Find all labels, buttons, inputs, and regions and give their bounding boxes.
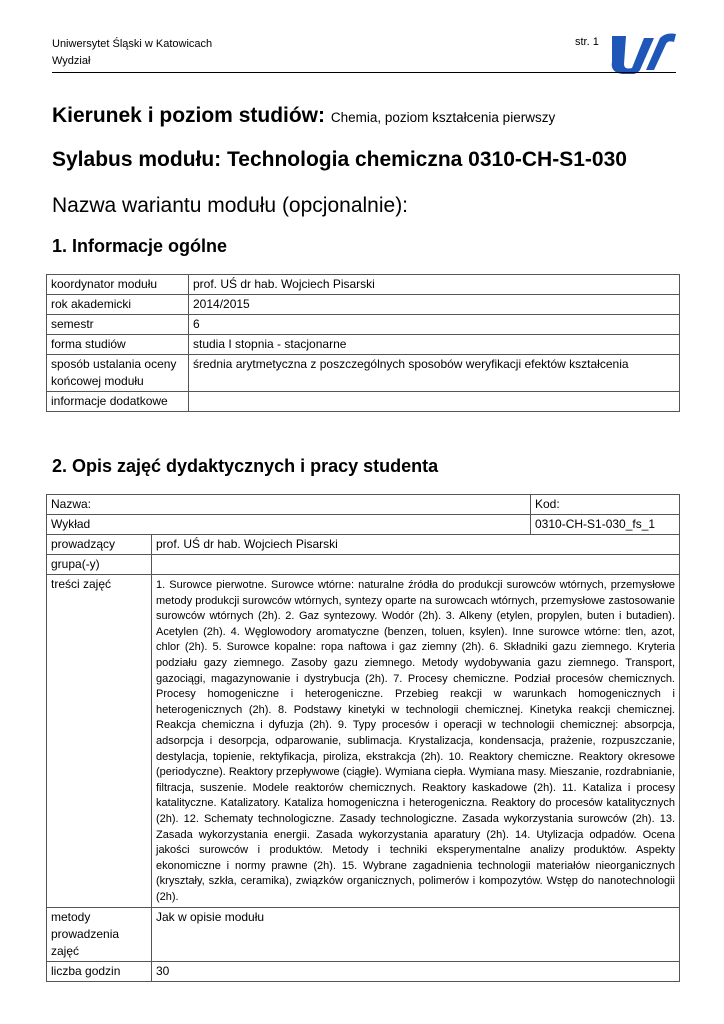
direction-heading (52, 104, 555, 128)
row-value (152, 555, 680, 575)
department-name: Wydział (52, 55, 91, 67)
direction-label: Kierunek i poziom studiów: (52, 104, 326, 127)
row-value: prof. UŚ dr hab. Wojciech Pisarski (189, 275, 680, 295)
name-value: Wykład (47, 515, 531, 535)
course-content: 1. Surowce pierwotne. Surowce wtórne: naturalne źródła do produkcji surowców wtórnych, przemysłowe metody produkcji surowców wtórnych, syntezy oparte na surowcach wtórnych, przemysłowe zastosowanie surowców wtórnych (2h). 2. Gaz syntezowy. Wodór (2h). 3. Alkeny (etylen, propylen, buten i butadien). Acetylen (2h). 4. Węglowodory aromatyczne (benzen, toluen, ksylen). Inne surowce wtórne: tlen, azot, chlor (2h). 5. Surowce kopalne: ropa naftowa i gaz ziemny (2h). 6. Składniki gazu ziemnego. Kryteria podziału gazy ziemnego. Zasoby gazu ziemnego. Metody wydobywania gazu ziemnego. Transport, gazociągi, magazynowanie i dystrybucja (2h). 7. Procesy chemiczne. Podział procesów chemicznych. Procesy homogeniczne i heterogeniczne. Przebieg reakcji w warunkach homogenicznych i heterogenicznych (2h). 8. Podstawy kinetyki w technologii chemicznej. Kinetyka reakcji chemicznej. Reakcja chemiczna i dyfuzja (2h). 9. Typy procesów i operacji w technologii chemicznej: absorpcja, adsorpcja i desorpcja, odparowanie, sublimacja. Krystalizacja, kondensacja, prażenie, rozpuszczanie, destylacja, topienie, rektyfikacja, piroliza, ekstrakcja (2h). 10. Reaktory chemiczne. Reaktory okresowe (periodyczne). Reaktory przepływowe (ciągłe). Wymiana ciepła. Wymiana masy. Mieszanie, rozdrabnianie, filtracja, suszenie. Modele reaktorów chemicznych. Reaktory kaskadowe (2h). 11. Kataliza i procesy katalityczne. Katalizatory. Kataliza homogeniczna i heterogeniczna. Reaktory do procesów katalitycznych (2h). 12. Schematy technologiczne. Zasady technologiczne. Zasada wykorzystania surowców (2h). 13. Zasada wykorzystania energii. Zasada wykorzystania aparatury (2h). 14. Utylizacja odpadów. Ocena jakości surowców i produktów. Metody i techniki eksperymentalne analizy produktów. Aspekty ekonomiczne i normy prawne (2h). 15. Wybrane zagadnienia technologii materiałów nieorganicznych (kryształy, szkła, ceramika), związków organicznych, polimerów i kompozytów. Wstęp do nanotechnologii (2h). (152, 575, 680, 908)
table-row (47, 275, 680, 295)
header-divider (52, 72, 676, 73)
row-label: grupa(-y) (47, 555, 152, 575)
code-value: 0310-CH-S1-030_fs_1 (531, 515, 680, 535)
row-label: koordynator modułu (47, 275, 189, 295)
name-label: Nazwa: (47, 495, 531, 515)
section2-heading: 2. Opis zajęć dydaktycznych i pracy studenta (52, 456, 439, 476)
table-row (47, 962, 680, 982)
row-value: 30 (152, 962, 680, 982)
row-value: Jak w opisie modułu (152, 908, 680, 962)
university-name: Uniwersytet Śląski w Katowicach (52, 38, 213, 50)
row-label: treści zajęć (47, 575, 152, 908)
row-label: sposób ustalania oceny końcowej modułu (47, 355, 189, 392)
row-label: liczba godzin (47, 962, 152, 982)
row-label: prowadzący (47, 535, 152, 555)
row-value (189, 392, 680, 412)
university-logo-icon (610, 30, 676, 74)
row-value: prof. UŚ dr hab. Wojciech Pisarski (152, 535, 680, 555)
row-label: metody prowadzenia zajęć (47, 908, 152, 962)
syllabus-title: Sylabus modułu: Technologia chemiczna 0310-CH-S1-030 (52, 148, 627, 171)
row-value: 6 (189, 315, 680, 335)
page-header (52, 36, 212, 70)
table-row (47, 315, 680, 335)
section1-heading: 1. Informacje ogólne (52, 236, 228, 256)
direction-value: Chemia, poziom kształcenia pierwszy (330, 110, 556, 125)
table-row (47, 575, 680, 908)
table-row (47, 908, 680, 962)
row-value: 2014/2015 (189, 295, 680, 315)
variant-name: Nazwa wariantu modułu (opcjonalnie): (52, 194, 409, 217)
row-label: forma studiów (47, 335, 189, 355)
row-label: informacje dodatkowe (47, 392, 189, 412)
table-row (47, 555, 680, 575)
table-row (47, 535, 680, 555)
code-label: Kod: (531, 495, 680, 515)
table-row (47, 335, 680, 355)
table-row (47, 392, 680, 412)
page-number: str. 1 (575, 36, 599, 48)
row-value: średnia arytmetyczna z poszczególnych sposobów weryfikacji efektów kształcenia (189, 355, 680, 392)
course-description-table (46, 494, 680, 982)
row-label: semestr (47, 315, 189, 335)
table-row (47, 515, 680, 535)
general-info-table (46, 274, 680, 412)
row-value: studia I stopnia - stacjonarne (189, 335, 680, 355)
table-row (47, 495, 680, 515)
table-row (47, 295, 680, 315)
row-label: rok akademicki (47, 295, 189, 315)
table-row (47, 355, 680, 392)
